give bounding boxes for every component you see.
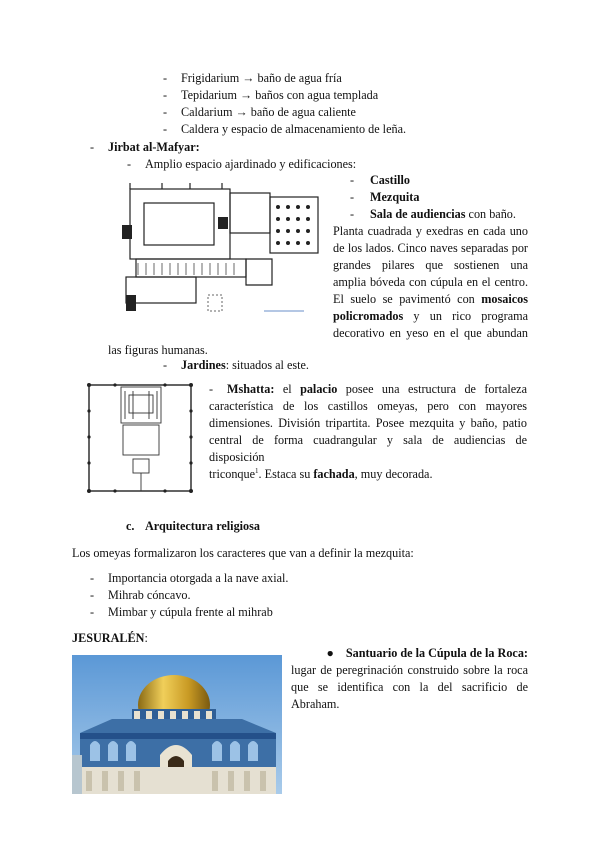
section-heading: c. Arquitectura religiosa [126,519,260,533]
list-item: - Caldarium → baño de agua caliente [163,105,356,119]
jerusalen-heading: JESURALÉN: [72,631,148,645]
jirbat-heading: - Jirbat al-Mafyar: [90,140,200,154]
santuario-text: ● Santuario de la Cúpula de la Roca: lugar de peregrinación construido sobre la roca que se identifica con la del sacrificio de Abraham. [291,646,528,711]
list-item: - Tepidarium → baños con agua templada [163,88,379,102]
list-item: - Mezquita [350,190,420,204]
list-item: - Frigidarium → baño de agua fría [163,71,342,85]
list-item: - Caldera y espacio de almacenamiento de leña. [163,122,407,136]
sala-audiencias-last: las figuras humanas. [108,343,208,357]
mshatta-text: - Mshatta: el palacio posee una estructura de fortaleza característica de los castillos omeyas, pero con mayores dimensiones. División tripartita. Posee mezquita y baño, patio central de forma cuadrangular y sala de audiencias de disposición triconque$^1$. Estaca su fachada, muy decorada. [209,382,527,481]
jirbat-sub: - Amplio espacio ajardinado y edificaciones: [127,157,357,171]
sala-audiencias-text: Planta cuadrada y exedras en cada uno de los lados. Cinco naves separadas por grandes pilares que sostienen una amplia bóveda con cúpula en el centro. El suelo se pavimentó con mosaicos policromados y un rico programa decorativo en yeso en el que abundan [333,224,528,340]
intro-paragraph: Los omeyas formalizaron los caracteres que van a definir la mezquita: [72,546,414,560]
list-item: - Importancia otorgada a la nave axial. [90,571,289,585]
list-item: - Castillo [350,173,410,187]
mshatta-floor-plan [85,381,195,496]
jirbat-floor-plan [122,183,322,318]
jardines: - Jardines: situados al este. [163,358,309,372]
dome-of-the-rock-photo [72,655,282,794]
list-item: - Mimbar y cúpula frente al mihrab [90,605,273,619]
bullet-icon: ● [326,646,334,660]
list-item: - Mihrab cóncavo. [90,588,191,602]
sala-audiencias-title: - Sala de audiencias con baño. [350,207,516,221]
jirbat-title: Jirbat al-Mafyar: [108,140,200,154]
